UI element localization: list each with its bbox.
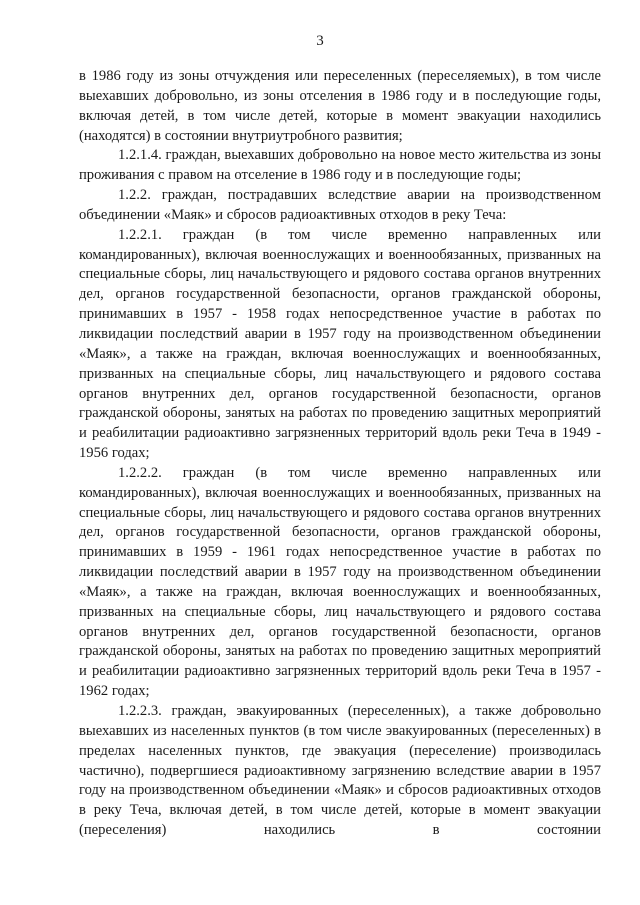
paragraph-1-2-2-2: 1.2.2.2. граждан (в том числе временно направленных или командированных), включая военнослужащих и военнообязанных, призванных на специальные сборы, лиц начальствующего и рядового состава органов внутренних дел, органов государственной безопасности, органов гражданской обороны, принимавших в 1959 - 1961 годах непосредственное участие в работах по ликвидации последствий аварии в 1957 году на производственном объединении «Маяк», а также на граждан, включая военнослужащих и военнообязанных, призванных на специальные сборы, лиц начальствующего и рядового состава органов внутренних дел, органов государственной безопасности, органов гражданской обороны, занятых на работах по проведению защитных мероприятий и реабилитации радиоактивно загрязненных территорий вдоль реки Теча в 1957 - 1962 годах; [79, 464, 601, 700]
paragraph-1-2-1-4: 1.2.1.4. граждан, выехавших добровольно на новое место жительства из зоны проживания с правом на отселение в 1986 году и в последующие годы; [79, 147, 601, 184]
page-number: 3 [316, 33, 324, 49]
document-body [79, 67, 601, 841]
paragraph-continuation: в 1986 году из зоны отчуждения или переселенных (переселяемых), в том числе выехавших добровольно, из зоны отселения в 1986 году и в последующие годы, включая детей, в том числе детей, которые в момент эвакуации находились (находятся) в состоянии внутриутробного развития; [79, 68, 601, 144]
paragraph-1-2-2: 1.2.2. граждан, пострадавших вследствие аварии на производственном объединении «Маяк» и сбросов радиоактивных отходов в реку Теча: [79, 187, 601, 223]
paragraph-1-2-2-1: 1.2.2.1. граждан (в том числе временно направленных или командированных), включая военнослужащих и военнообязанных, призванных на специальные сборы, лиц начальствующего и рядового состава органов внутренних дел, органов государственной безопасности, органов гражданской обороны, принимавших в 1957 - 1958 годах непосредственное участие в работах по ликвидации последствий аварии в 1957 году на производственном объединении «Маяк», а также на граждан, включая военнослужащих и военнообязанных, призванных на специальные сборы, лиц начальствующего и рядового состава органов внутренних дел, органов государственной безопасности, органов гражданской обороны, занятых на работах по проведению защитных мероприятий и реабилитации радиоактивно загрязненных территорий вдоль реки Теча в 1949 - 1956 годах; [79, 226, 601, 462]
paragraph-1-2-2-3: 1.2.2.3. граждан, эвакуированных (переселенных), а также добровольно выехавших из населенных пунктов (в том числе эвакуированных (переселенных) в пределах населенных пунктов, где эвакуация (переселение) производилась частично), подвергшиеся радиоактивному загрязнению вследствие аварии в 1957 году на производственном объединении «Маяк» и сбросов радиоактивных отходов в реку Теча, включая детей, в том числе детей, которые в момент эвакуации (переселения) находились в состоянии [79, 703, 601, 839]
